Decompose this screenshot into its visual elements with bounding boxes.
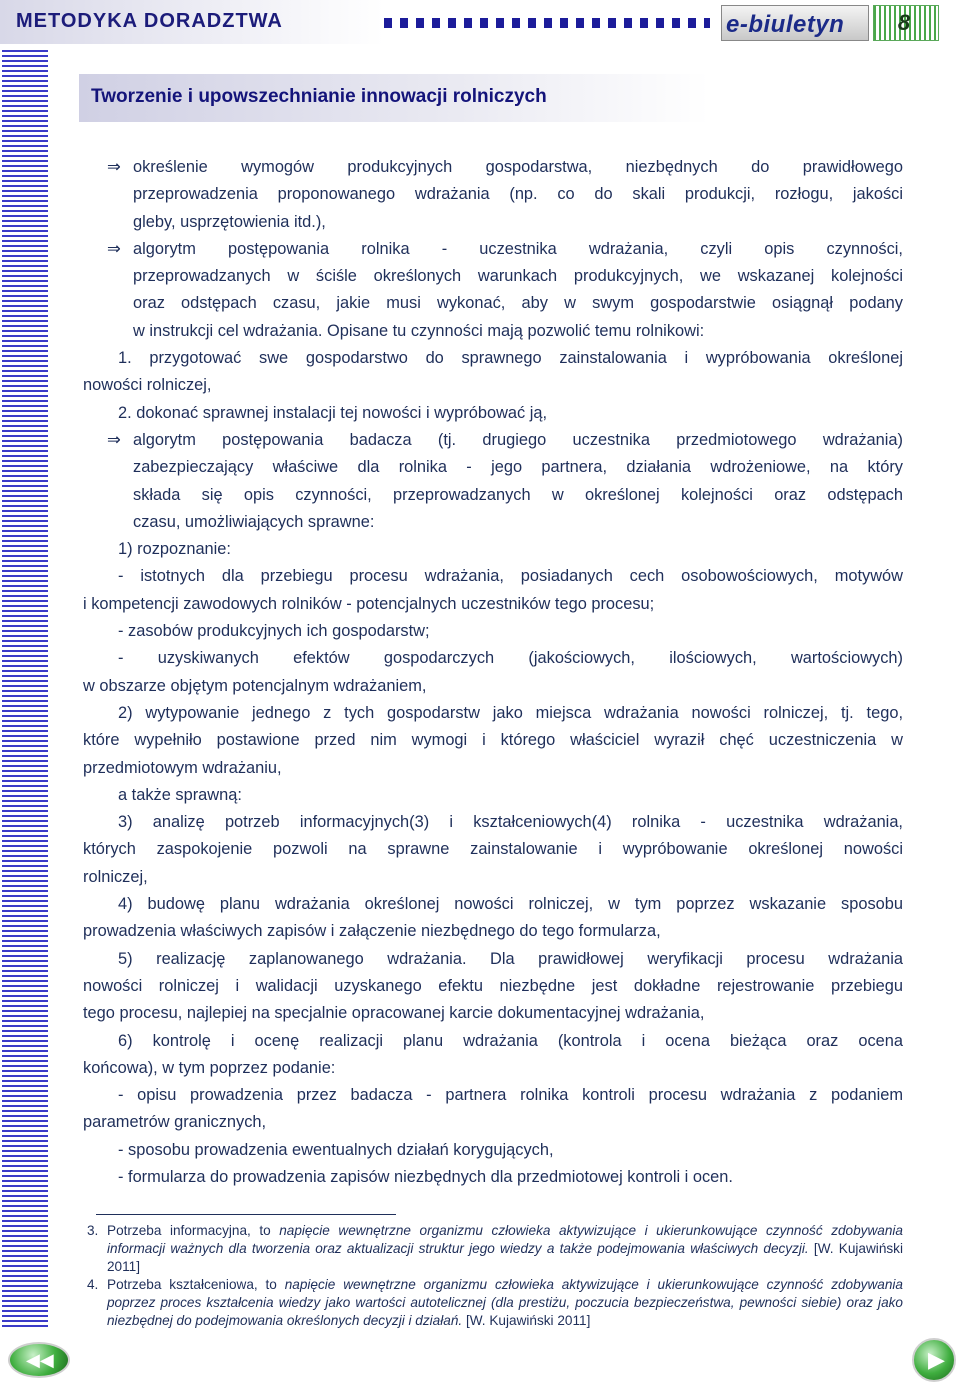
text-line: zabezpieczający właściwe dla rolnika - jego partnera, działania wdrożeniowe, na który [133,458,903,477]
text-line: - istotnych dla przebiegu procesu wdrażania, posiadanych cech osobowościowych, motywów [118,567,903,586]
footnote-lead: Potrzeba informacyjna, to [107,1223,280,1238]
text-line: - zasobów produkcyjnych ich gospodarstw; [118,622,430,641]
footnote-definition: napięcie wewnętrzne organizmu człowieka aktywizujące i ukierunkowujące czynność zdobywania poprzez proces kształcenia wiedzy jako wartości autotelicznej (dla prestiżu, poczucia bezpieczeństwa, pewności siebie) oraz jako niezbędnej do podejmowania określonych decyzji i działań. [107,1277,903,1328]
text-line: w instrukcji cel wdrażania. Opisane tu czynności mają pozwolić temu rolnikowi: [133,321,705,340]
page-header [0,0,960,44]
text-line: oraz odstępach czasu, jakie musi wykonać, aby w swym gospodarstwie osiągnął podany [133,294,903,313]
text-line: przeprowadzanych w ściśle określonych warunkach produkcyjnych, we wskazanej kolejności [133,267,903,286]
text-line: ⇒ określenie wymogów produkcyjnych gospodarstwa, niezbędnych do prawidłowego [83,154,903,181]
text-line: końcowa), w tym poprzez podanie: [83,1058,336,1077]
previous-page-button[interactable] [8,1342,70,1378]
text-line: i kompetencji zawodowych rolników - potencjalnych uczestników tego procesu; [83,594,655,613]
rightwards-double-arrow-icon: ⇒ [107,158,121,176]
page-number-badge [873,5,939,41]
rewind-icon: ◀◀ [26,1350,54,1371]
text-line: 3) analizę potrzeb informacyjnych(3) i kształceniowych(4) rolnika - uczestnika wdrażania, [118,813,903,832]
footnote-rule [96,1214,396,1215]
text-line: a także sprawną: [118,785,242,804]
text-line: nowości rolniczej i walidacji uzyskanego efektu niezbędne jest dokładne rejestrowanie przebiegu [83,976,903,995]
text-line: gleby, usprzętowienia itd.), [133,212,326,231]
text-line: ⇒ algorytm postępowania badacza (tj. drugiego uczestnika przedmiotowego wdrażania) [83,427,903,454]
play-icon: ▶ [928,1348,945,1373]
footnotes [83,1222,903,1330]
footnote-definition: napięcie wewnętrzne organizmu człowieka aktywizujące i ukierunkowujące czynność zdobywania informacji ważnych dla tworzenia oraz aktualizacji struktur jego wiedzy a także podejmowania właściwych decyzji. [107,1223,903,1256]
text-line: - sposobu prowadzenia ewentualnych działań korygujących, [118,1140,554,1159]
text-line: rolniczej, [83,867,148,886]
text-line: w obszarze objętym potencjalnym wdrażaniem, [83,676,427,695]
page-number: 8 [897,10,911,35]
footnote [83,1222,903,1276]
rightwards-double-arrow-icon: ⇒ [107,430,121,449]
footnote-number: 4. [87,1277,99,1292]
text-line: nowości rolniczej, [83,376,212,395]
section-label: METODYKA DORADZTWA [16,10,283,32]
text-line: - opisu prowadzenia przez badacza - partnera rolnika kontroli procesu wdrażania z podaniem [118,1086,903,1105]
text-line: przeprowadzenia proponowanego wdrażania (np. co do skali produkcji, rozłogu, jakości [133,185,903,204]
text-line: 2) wytypowanie jednego z tych gospodarstw jako miejsca wdrażania nowości rolniczej, tj. tego, [118,703,903,722]
text-line: 4) budowę planu wdrażania określonej nowości rolniczej, w tym poprzez wskazanie sposobu [118,895,903,914]
text-line: tego procesu, najlepiej na specjalnie opracowanej karcie dokumentacyjnej wdrażania, [83,1004,705,1023]
header-dot-rule [384,18,710,28]
footnote-citation: [W. Kujawiński 2011] [107,1241,904,1274]
text-line: ⇒ algorytm postępowania rolnika - uczestnika wdrażania, czyli opis czynności, [83,236,903,263]
body-text [83,154,903,1191]
text-line: prowadzenia właściwych zapisów i załączenie niezbędnego do tego formularza, [83,922,661,941]
text-line: 5) realizację zaplanowanego wdrażania. Dla prawidłowej weryfikacji procesu wdrażania [118,949,903,968]
footnote-citation: [W. Kujawiński 2011] [462,1313,591,1328]
logo-text: e-biuletyn [726,11,845,38]
next-page-button[interactable] [912,1338,956,1382]
title-banner [79,74,709,122]
page-title: Tworzenie i upowszechnianie innowacji rolniczych [91,86,547,107]
text-line: 2. dokonać sprawnej instalacji tej nowości i wypróbować ją, [118,403,548,422]
text-line: 1. przygotować swe gospodarstwo do sprawnego zainstalowania i wypróbowania określonej [118,349,903,368]
left-striped-rail [2,50,48,1330]
footnote-number: 3. [87,1223,99,1238]
text-line: - uzyskiwanych efektów gospodarczych (jakościowych, ilościowych, wartościowych) [118,649,903,668]
footnote-lead: Potrzeba kształceniowa, to [107,1277,285,1292]
text-line: 1) rozpoznanie: [118,540,231,559]
rightwards-double-arrow-icon: ⇒ [107,239,121,258]
e-biuletyn-logo [721,5,869,41]
text-line: parametrów granicznych, [83,1113,267,1132]
text-line: składa się opis czynności, przeprowadzanych w określonej kolejności oraz odstępach [133,485,903,504]
text-line: przedmiotowym wdrażaniu, [83,758,282,777]
text-line: czasu, umożliwiających sprawne: [133,512,375,531]
text-line: - formularza do prowadzenia zapisów niezbędnych dla przedmiotowej kontroli i ocen. [118,1167,733,1186]
text-line: które wypełniło postawione przed nim wymogi i którego właściciel wyraził chęć uczestniczenia w [83,731,903,750]
text-line: których zaspokojenie pozwoli na sprawne zainstalowanie i wypróbowanie określonej nowości [83,840,903,859]
footnote [83,1276,903,1330]
text-line: 6) kontrolę i ocenę realizacji planu wdrażania (kontrola i ocena bieżąca oraz ocena [118,1031,903,1050]
